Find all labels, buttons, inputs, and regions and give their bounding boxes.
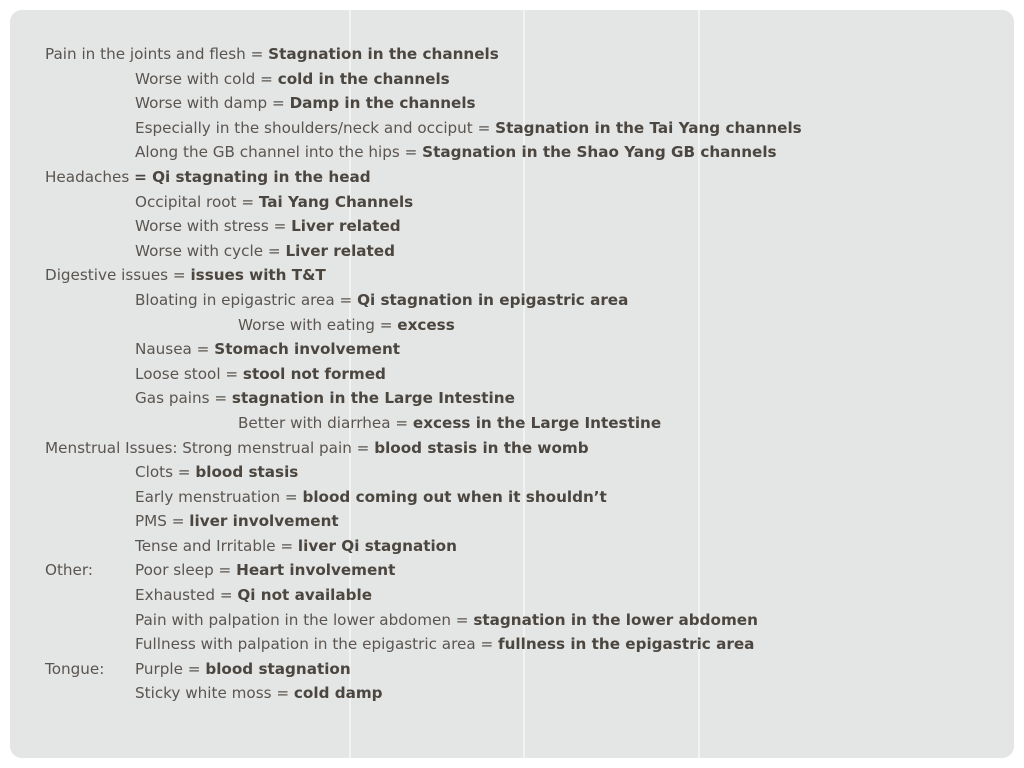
note-text: Better with diarrhea = (238, 413, 413, 432)
note-emphasis: Stagnation in the Tai Yang channels (495, 118, 802, 137)
note-text: PMS = (135, 512, 190, 531)
note-line (45, 608, 1004, 633)
note-emphasis: blood coming out when it shouldn’t (302, 487, 607, 506)
note-emphasis: excess in the Large Intestine (412, 413, 662, 432)
note-text: Headaches (45, 167, 135, 186)
note-text: Tense and Irritable = (135, 536, 298, 555)
note-line (45, 337, 1004, 362)
note-emphasis: = Qi stagnating in the head (134, 167, 371, 186)
note-emphasis: Liver related (285, 241, 395, 260)
note-line (45, 190, 1004, 215)
note-text: Digestive issues = (45, 266, 191, 285)
note-emphasis: Stagnation in the channels (268, 45, 499, 63)
note-line (45, 460, 1004, 485)
note-text: Worse with cold = (135, 69, 278, 88)
note-emphasis: Damp in the channels (289, 94, 476, 113)
note-text: Worse with cycle = (135, 241, 286, 260)
note-line (45, 583, 1004, 608)
note-line (45, 362, 1004, 387)
note-text: Clots = (135, 463, 196, 482)
note-text: Nausea = (135, 340, 215, 359)
note-text: Purple = (135, 659, 206, 678)
note-text: Pain with palpation in the lower abdomen = (135, 610, 474, 629)
note-text: Menstrual Issues: Strong menstrual pain = (45, 438, 375, 457)
note-text: Early menstruation = (135, 487, 303, 506)
note-text: Loose stool = (135, 364, 243, 383)
note-emphasis: excess (397, 315, 455, 334)
note-emphasis: blood stagnation (205, 659, 351, 678)
note-emphasis: Heart involvement (236, 561, 396, 580)
note-line (45, 91, 1004, 116)
note-emphasis: Qi stagnation in epigastric area (357, 290, 629, 309)
note-line (45, 657, 1004, 682)
note-emphasis: blood stasis (195, 463, 299, 482)
note-text: Fullness with palpation in the epigastric area = (135, 635, 499, 654)
section-tag: Other: (45, 561, 93, 580)
note-line (45, 140, 1004, 165)
note-emphasis: Stomach involvement (214, 340, 401, 359)
note-line (45, 436, 1004, 461)
note-emphasis: cold damp (293, 684, 383, 703)
note-text: Worse with eating = (238, 315, 398, 334)
note-text: Pain in the joints and flesh = (45, 45, 269, 63)
note-line (45, 313, 1004, 338)
note-text: Occipital root = (135, 192, 259, 211)
section-tag: Tongue: (45, 659, 105, 678)
note-emphasis: Qi not available (237, 586, 373, 605)
note-emphasis: stagnation in the Large Intestine (231, 389, 515, 408)
note-emphasis: blood stasis in the womb (374, 438, 589, 457)
note-emphasis: Tai Yang Channels (258, 192, 414, 211)
note-line (45, 411, 1004, 436)
note-text: Gas pains = (135, 389, 232, 408)
note-line (45, 509, 1004, 534)
note-emphasis: Liver related (291, 217, 401, 236)
note-emphasis: stagnation in the lower abdomen (473, 610, 758, 629)
note-text: Poor sleep = (135, 561, 237, 580)
note-line (45, 42, 1004, 67)
note-line (45, 263, 1004, 288)
note-line (45, 116, 1004, 141)
note-emphasis: issues with T&T (190, 266, 326, 285)
note-line (45, 214, 1004, 239)
note-text: Along the GB channel into the hips = (135, 143, 423, 162)
note-line (45, 239, 1004, 264)
note-text: Especially in the shoulders/neck and occiput = (135, 118, 496, 137)
note-line (45, 165, 1004, 190)
note-emphasis: liver Qi stagnation (297, 536, 457, 555)
note-emphasis: cold in the channels (277, 69, 450, 88)
note-line (45, 558, 1004, 583)
note-line (45, 288, 1004, 313)
note-text: Worse with damp = (135, 94, 290, 113)
note-text: Sticky white moss = (135, 684, 294, 703)
note-text: Exhausted = (135, 586, 238, 605)
note-emphasis: liver involvement (189, 512, 339, 531)
note-text: Worse with stress = (135, 217, 292, 236)
note-emphasis: Stagnation in the Shao Yang GB channels (422, 143, 777, 162)
note-emphasis: stool not formed (242, 364, 386, 383)
note-line (45, 632, 1004, 657)
note-line (45, 386, 1004, 411)
note-emphasis: fullness in the epigastric area (498, 635, 755, 654)
note-line (45, 67, 1004, 92)
note-line (45, 485, 1004, 510)
notes-list (45, 42, 1004, 706)
slide-card (10, 10, 1014, 758)
note-line (45, 681, 1004, 706)
note-text: Bloating in epigastric area = (135, 290, 358, 309)
note-line (45, 534, 1004, 559)
